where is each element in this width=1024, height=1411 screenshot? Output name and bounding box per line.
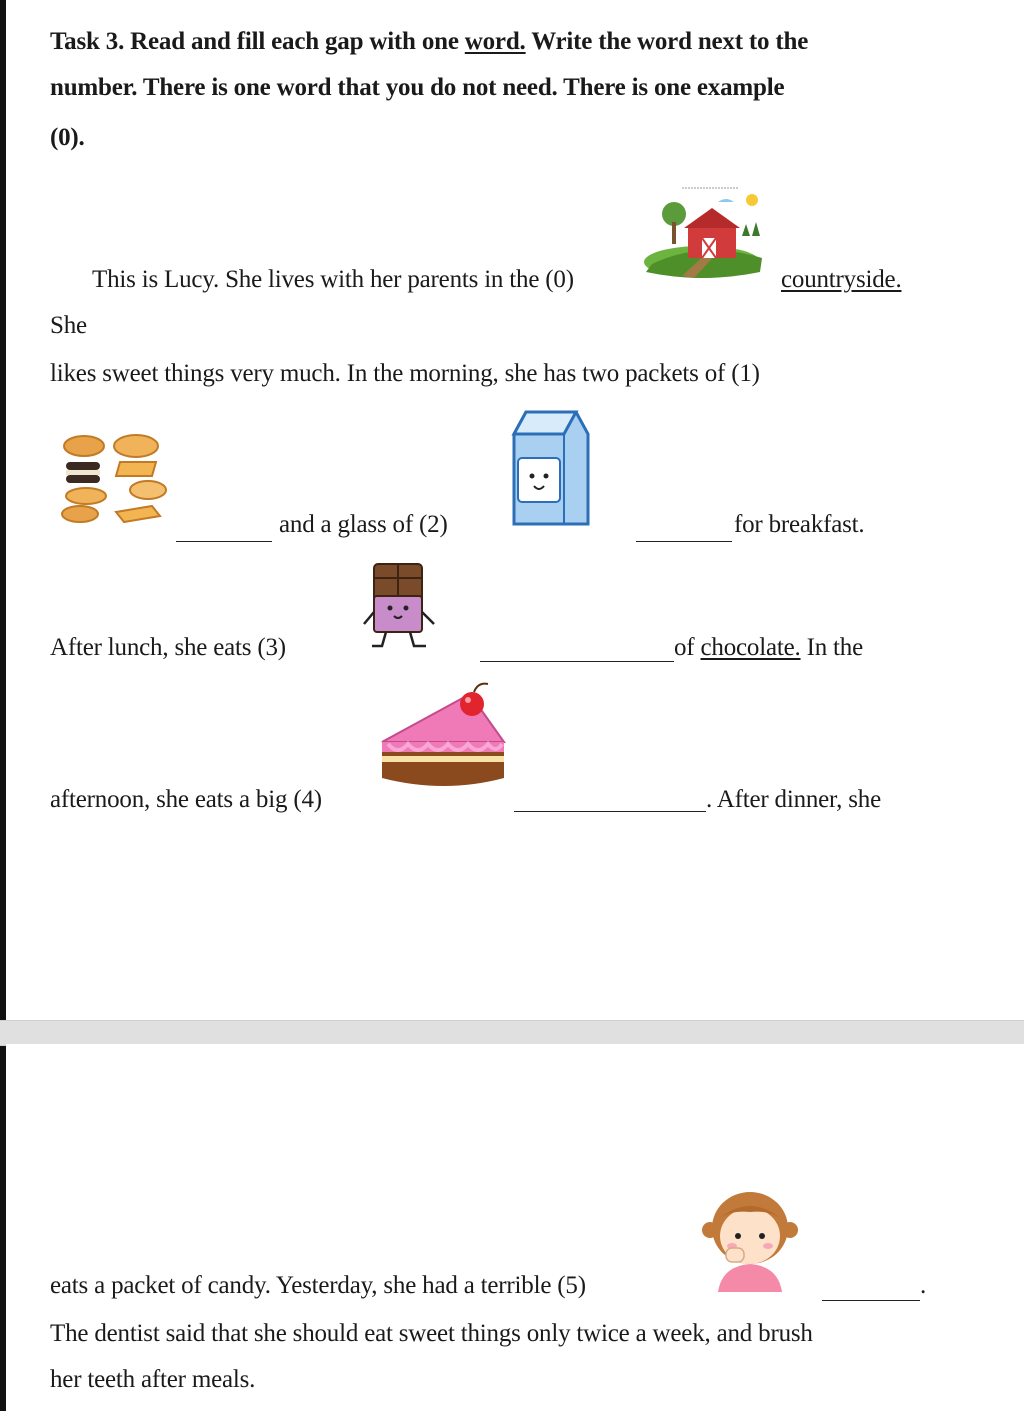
title-text-end: Write the word next to the	[525, 28, 809, 55]
story-sentence-3: likes sweet things very much. In the morning, she has two packets of (1)	[50, 360, 760, 387]
page-separator	[0, 1020, 1024, 1046]
countryside-farm-picture	[642, 180, 778, 284]
cake-picture	[378, 682, 508, 792]
story-sentence-7	[674, 634, 863, 662]
worksheet-page-2	[6, 1044, 1024, 1411]
story-sentence-9: . After dinner, she	[706, 786, 882, 813]
example-answer: countryside.	[781, 266, 902, 293]
story-sentence-5: for breakfast.	[734, 511, 865, 538]
story-sentence-12: her teeth after meals.	[50, 1366, 256, 1393]
story-sentence-10: eats a packet of candy. Yesterday, she had a terrible (5)	[50, 1272, 586, 1299]
answer-blank-3[interactable]	[480, 661, 674, 662]
story-sentence-6: After lunch, she eats (3)	[50, 634, 286, 661]
answer-blank-4[interactable]	[514, 811, 706, 812]
sentence-7-end: In the	[800, 634, 863, 661]
story-sentence-11: The dentist said that she should eat sweet things only twice a week, and brush	[50, 1320, 813, 1347]
story-sentence-4: and a glass of (2)	[279, 511, 448, 538]
girl-toothache-picture	[698, 1188, 802, 1294]
task-instruction-line3: (0).	[50, 124, 85, 151]
story-sentence-8: afternoon, she eats a big (4)	[50, 786, 322, 813]
answer-blank-1[interactable]	[176, 541, 272, 542]
chocolate-bar-picture	[358, 560, 442, 652]
title-text: Task 3. Read and fill each gap with one	[50, 28, 465, 55]
task-instruction-line2: number. There is one word that you do not need. There is one example	[50, 74, 785, 101]
sentence-10-end: .	[920, 1272, 927, 1299]
story-sentence-2: She	[50, 312, 87, 339]
title-word-underlined: word.	[464, 28, 526, 55]
task-title	[50, 28, 808, 56]
worksheet-page-1	[6, 0, 1024, 1020]
story-sentence-1: This is Lucy. She lives with her parents in the (0)	[92, 266, 574, 293]
of-word: of	[674, 634, 695, 661]
chocolate-word-underlined: chocolate.	[700, 634, 801, 661]
milk-carton-picture	[506, 406, 592, 528]
biscuits-picture	[56, 432, 174, 524]
answer-blank-5[interactable]	[822, 1300, 920, 1301]
answer-blank-2[interactable]	[636, 541, 732, 542]
